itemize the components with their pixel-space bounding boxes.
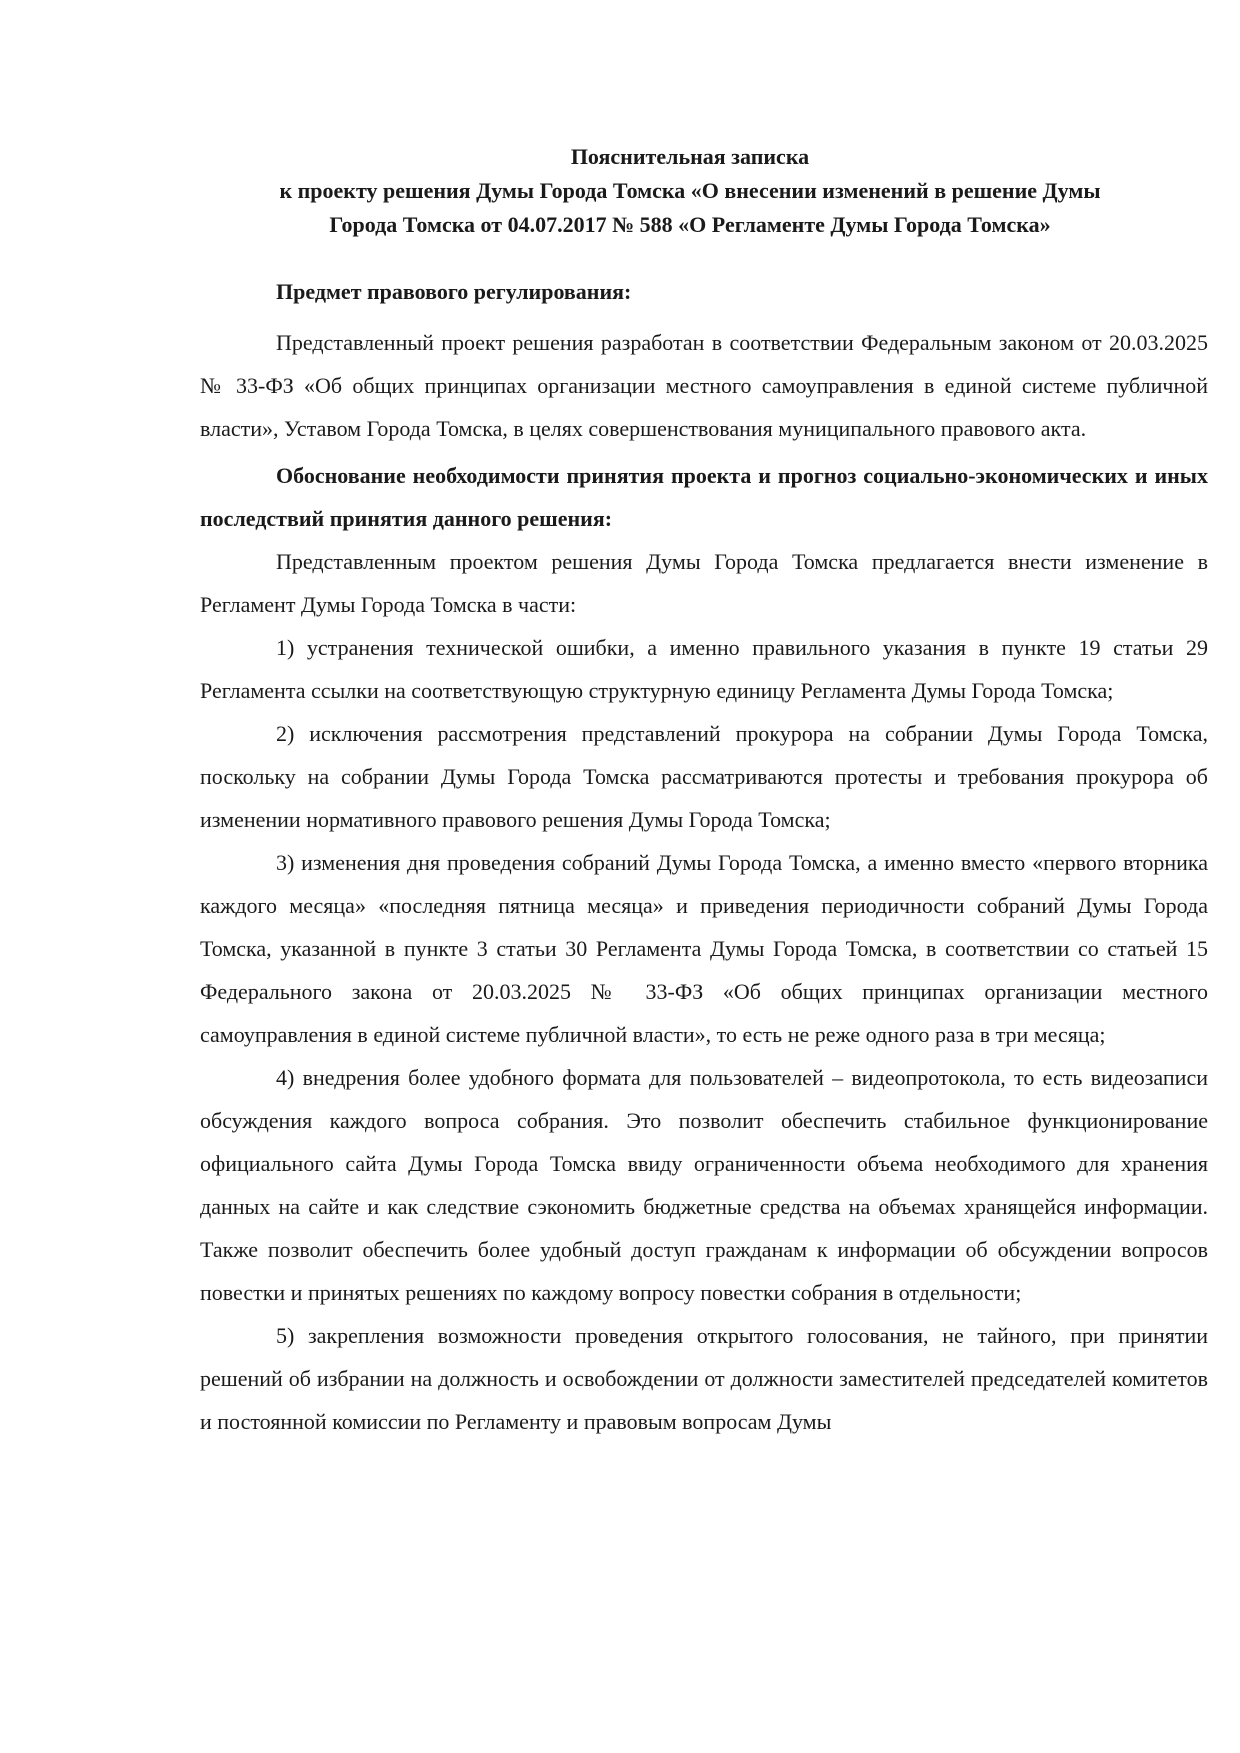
paragraph-subject: Представленный проект решения разработан в соответствии Федеральным законом от 20.03.2025 № 33-ФЗ «Об общих принципах организации местного самоуправления в единой системе публичной власти», Уставом Города Томска, в целях совершенствования муниципального правового акта. [200,330,1208,441]
document-title [220,140,1160,242]
title-line-2: к проекту решения Думы Города Томска «О внесении изменений в решение Думы [279,178,1101,203]
list-item-4: 4) внедрения более удобного формата для пользователей – видеопротокола, то есть видеозаписи обсуждения каждого вопроса собрания. Это позволит обеспечить стабильное функционирование официального сайта Думы Города Томска ввиду ограниченности объема необходимого для хранения данных на сайте и как следствие сэкономить бюджетные средства на объемах хранящейся информации. Также позволит обеспечить более удобный доступ гражданам к информации об обсуждении вопросов повестки и принятых решениях по каждому вопросу повестки собрания в отдельности; [200,1065,1208,1305]
title-line-1: Пояснительная записка [570,144,810,169]
list-item-5: 5) закрепления возможности проведения открытого голосования, не тайного, при принятии решений об избрании на должность и освобождении от должности заместителей председателей комитетов и постоянной комиссии по Регламенту и правовым вопросам Думы [200,1323,1208,1434]
section-heading-subject: Предмет правового регулирования: [276,279,632,304]
list-item-1: 1) устранения технической ошибки, а именно правильного указания в пункте 19 статьи 29 Регламента ссылки на соответствующую структурную единицу Регламента Думы Города Томска; [200,635,1208,703]
list-item-2: 2) исключения рассмотрения представлений прокурора на собрании Думы Города Томска, поскольку на собрании Думы Города Томска рассматриваются протесты и требования прокурора об изменении нормативного правового решения Думы Города Томска; [200,721,1208,832]
section-heading-justification: Обоснование необходимости принятия проекта и прогноз социально-экономических и иных последствий принятия данного решения: [200,463,1208,531]
paragraph-intro: Представленным проектом решения Думы Города Томска предлагается внести изменение в Регламент Думы Города Томска в части: [200,549,1208,617]
title-line-3: Города Томска от 04.07.2017 № 588 «О Регламенте Думы Города Томска» [329,212,1051,237]
list-item-3: 3) изменения дня проведения собраний Думы Города Томска, а именно вместо «первого вторника каждого месяца» «последняя пятница месяца» и приведения периодичности собраний Думы Города Томска, указанной в пункте 3 статьи 30 Регламента Думы Города Томска, в соответствии со статьей 15 Федерального закона от 20.03.2025 № 33-ФЗ «Об общих принципах организации местного самоуправления в единой системе публичной власти», то есть не реже одного раза в три месяца; [200,850,1208,1047]
document-body [200,270,1208,1443]
